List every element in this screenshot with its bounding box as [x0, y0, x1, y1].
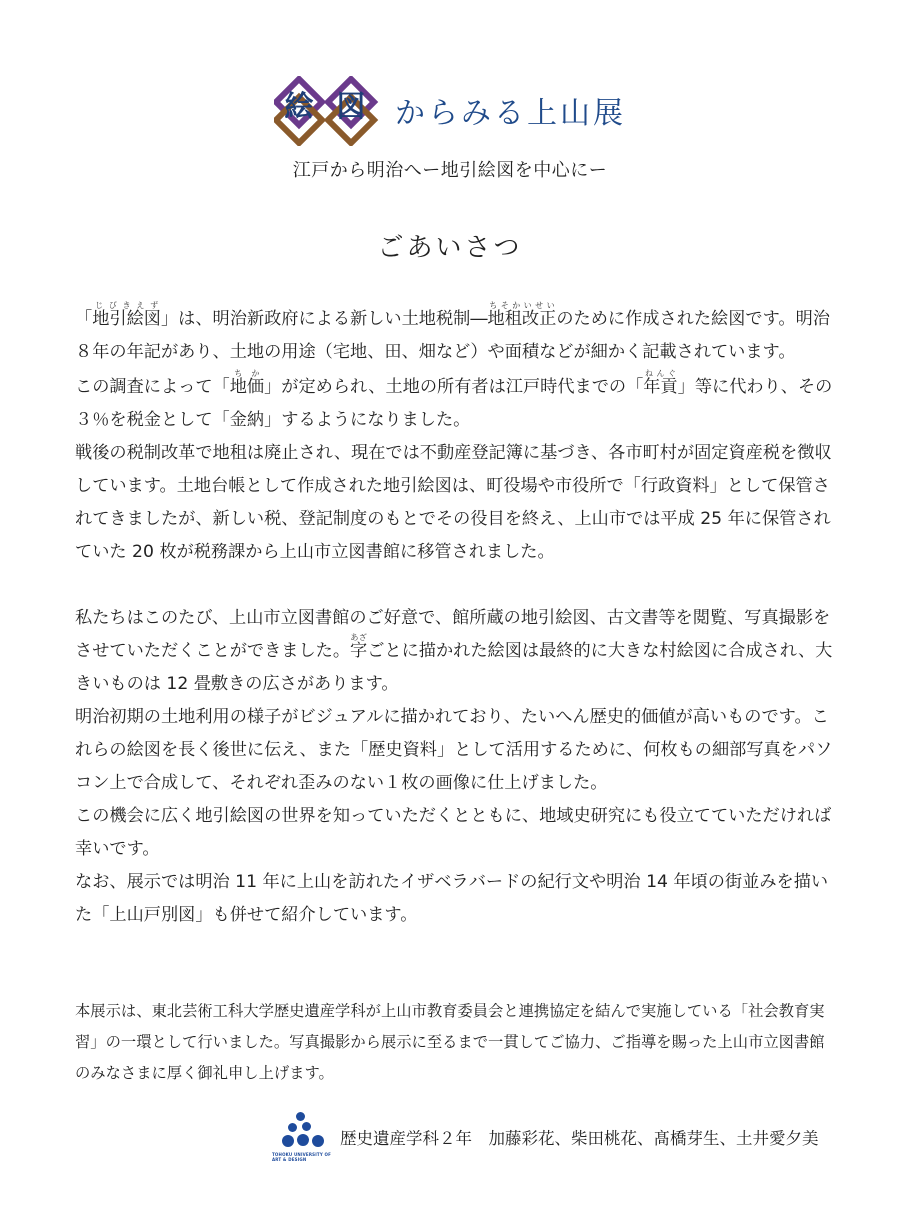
paragraph: 明治初期の土地利用の様子がビジュアルに描かれており、たいへん歴史的価値が高いものです。これらの絵図を長く後世に伝え、また「歴史資料」として活用するために、何枚もの細部写真をパソコン上で合成して、それぞれ歪みのない１枚の画像に仕上げました。 — [75, 707, 833, 793]
exhibition-subtitle: 江戸から明治へー地引絵図を中心にー — [292, 160, 608, 181]
paragraph: 戦後の税制改革で地租は廃止され、現在では不動産登記簿に基づき、各市町村が固定資産税を徴収しています。土地台帳として作成された地引絵図は、町役場や市役所で「行政資料」として保管されてきましたが、新しい税、登記制度のもとでその役目を終え、上山市では平成 25 年に保管されていた 20 枚が税務課から上山市立図書館に移管されました。 — [75, 443, 832, 562]
university-logo — [272, 1108, 334, 1170]
logo-char-e: 絵 — [284, 89, 314, 123]
exhibition-title: からみる上山展 — [395, 96, 626, 131]
paragraph: なお、展示では明治 11 年に上山を訪れたイザベラバードの紀行文や明治 14 年頃の街並みを描いた「上山戸別図」も併せて紹介しています。 — [75, 872, 829, 925]
greeting-heading: ごあいさつ — [377, 233, 523, 263]
paragraph: 「地引絵図じびきえず」は、明治新政府による新しい土地税制―地租改正ちそかいせいのために作成された絵図です。明治８年の年記があり、土地の用途（宅地、田、畑など）や面積などが細かく記載されています。 — [75, 301, 830, 362]
logo-char-zu: 図 — [336, 89, 366, 123]
credits: 歴史遺産学科２年 加藤彩花、柴田桃花、髙橋芽生、土井愛夕美 — [340, 1129, 819, 1148]
paragraph: この調査によって「地価ちか」が定められ、土地の所有者は江戸時代までの「年貢ねんぐ」等に代わり、その３％を税金として「金納」するようになりました。 — [75, 369, 833, 430]
acknowledgement-text: 本展示は、東北芸術工科大学歴史遺産学科が上山市教育委員会と連携協定を結んで実施している「社会教育実習」の一環として行いました。写真撮影から展示に至るまで一貫してご協力、ご指導を賜った上山市立図書館のみなさまに厚く御礼申し上げます。 — [75, 1002, 825, 1082]
exhibition-header — [0, 76, 900, 146]
acknowledgement — [75, 996, 835, 1089]
greeting-body — [75, 301, 835, 932]
paragraph: 私たちはこのたび、上山市立図書館のご好意で、館所蔵の地引絵図、古文書等を閲覧、写真撮影をさせていただくことができました。字あざごとに描かれた絵図は最終的に大きな村絵図に合成され、大きいものは 12 畳敷きの広さがあります。 — [75, 608, 833, 694]
university-logo-text: TOHOKU UNIVERSITY OF ART & DESIGN — [272, 1152, 332, 1162]
paragraph: この機会に広く地引絵図の世界を知っていただくとともに、地域史研究にも役立てていただければ幸いです。 — [75, 806, 832, 859]
